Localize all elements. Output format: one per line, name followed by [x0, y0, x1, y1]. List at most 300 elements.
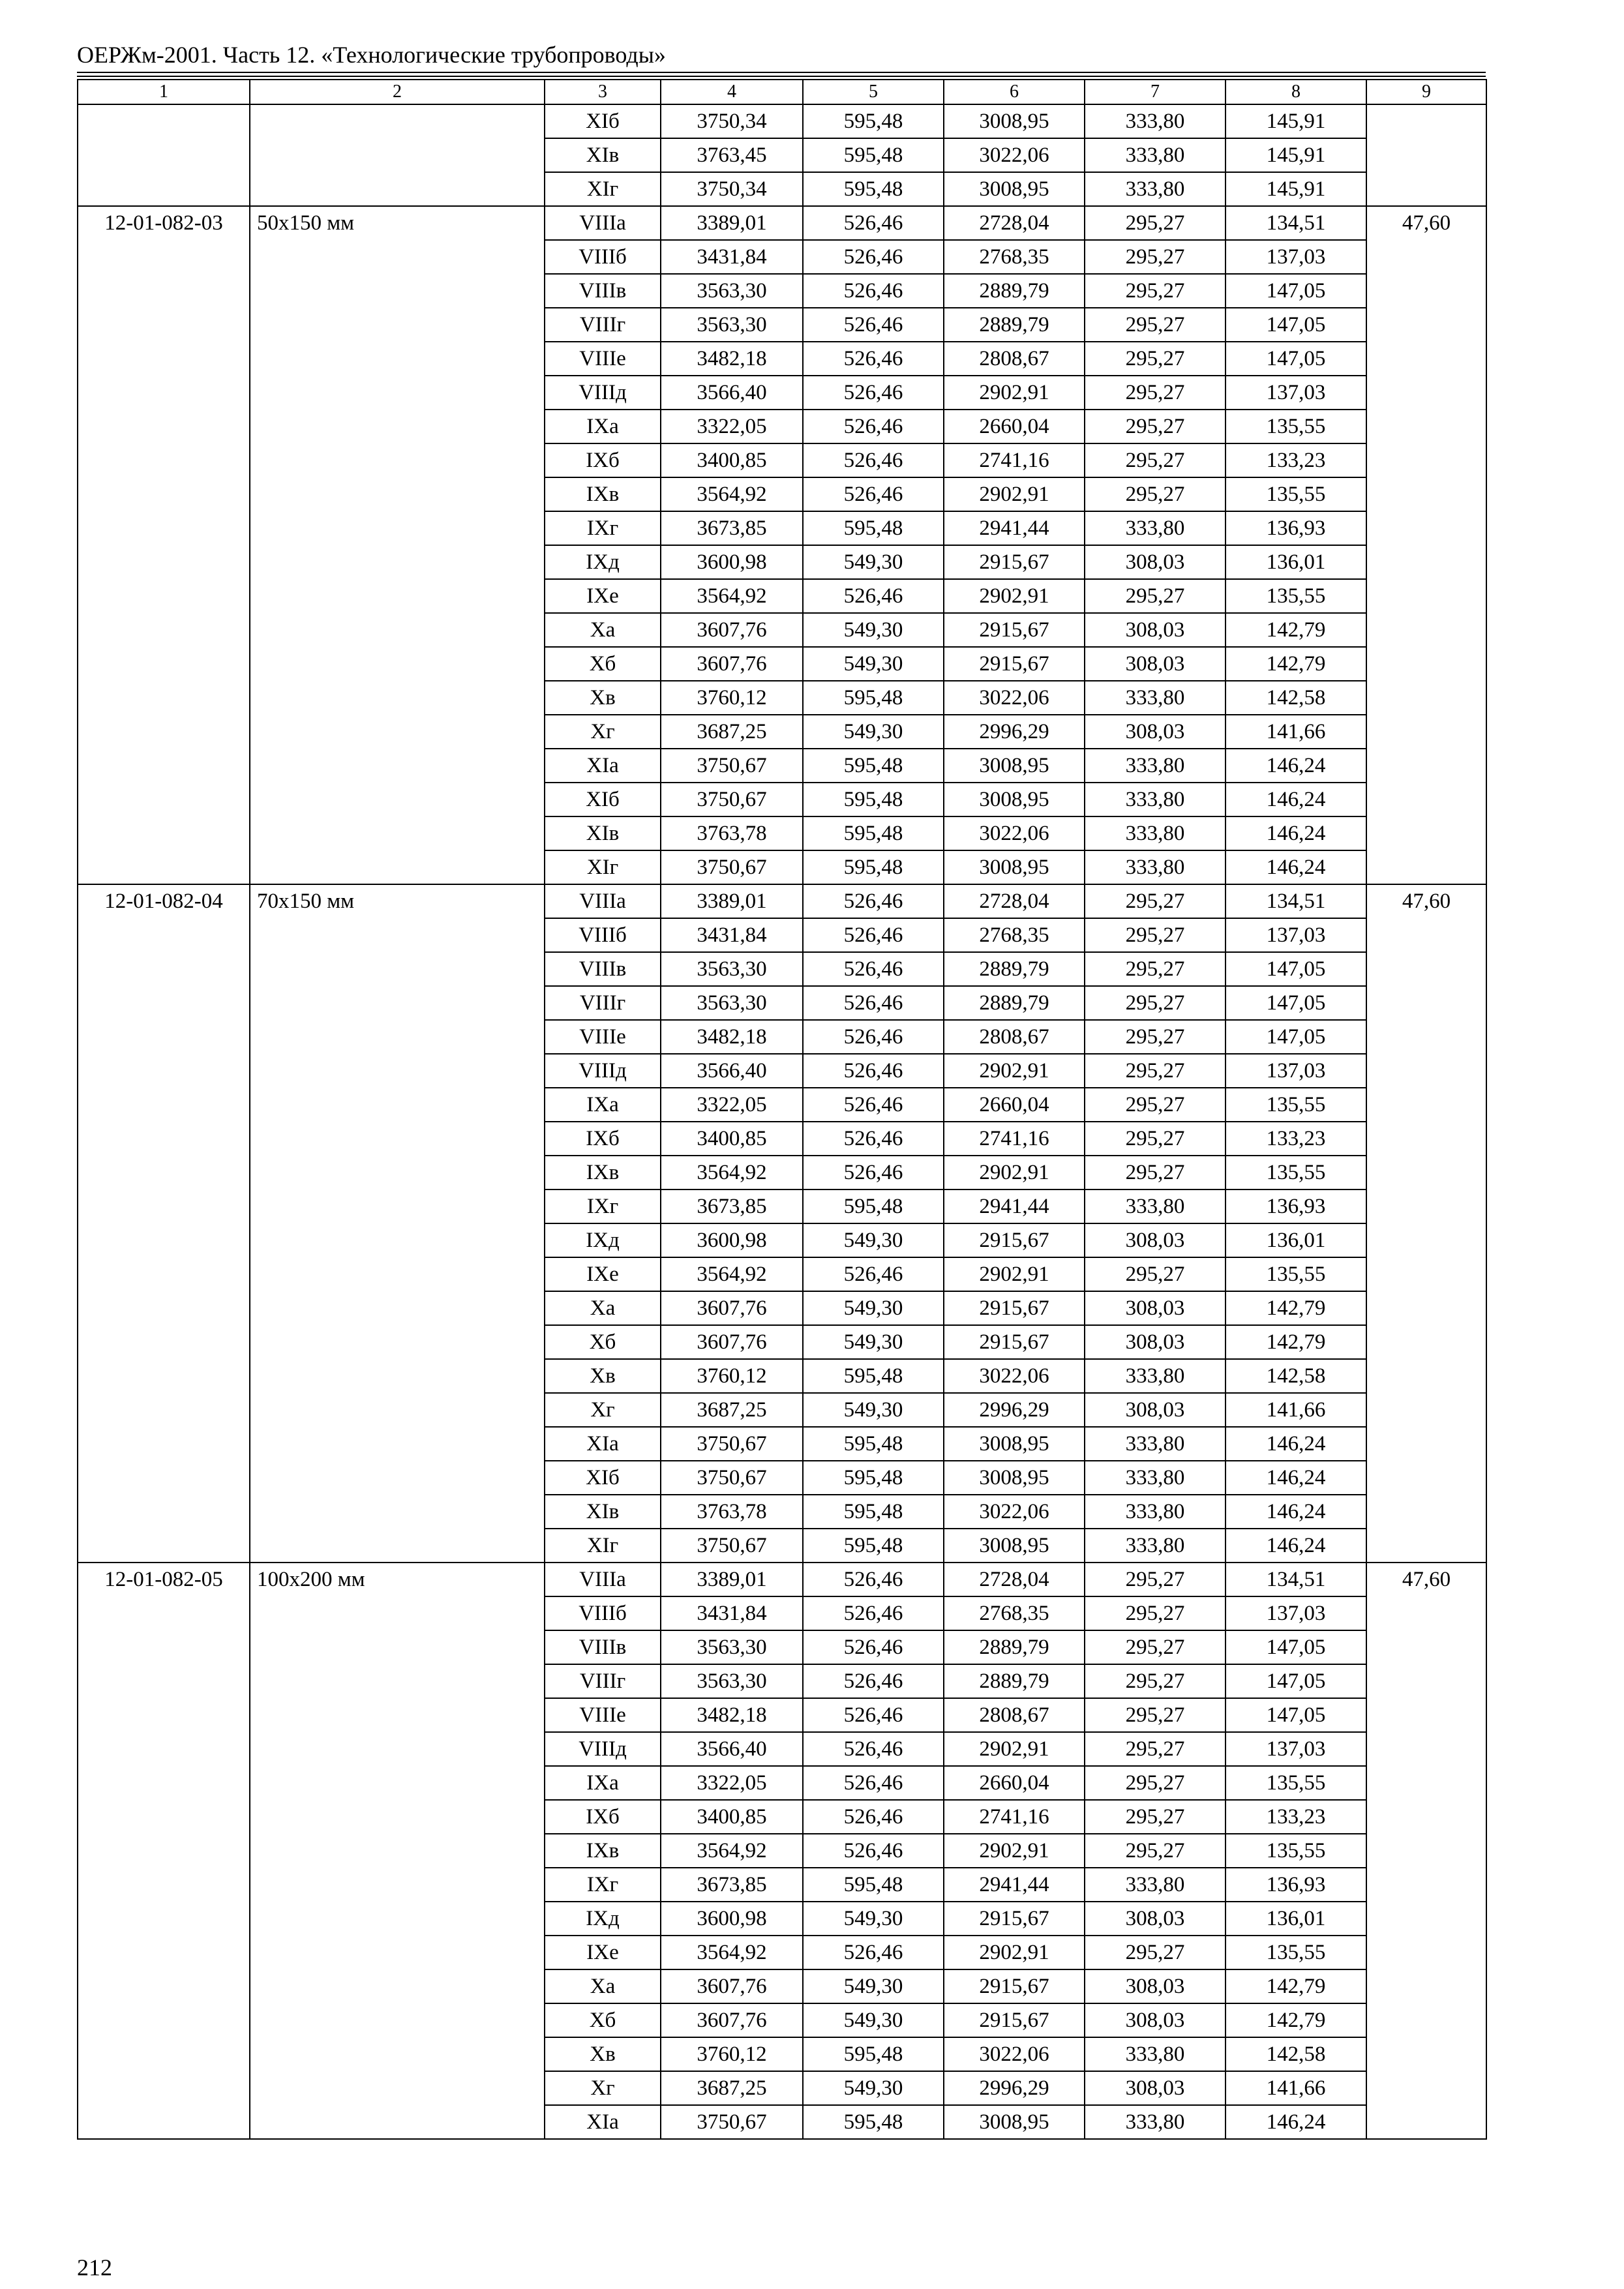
value-cell: 146,24 [1226, 749, 1366, 783]
value-cell: 147,05 [1226, 986, 1366, 1020]
zone-cell: VIIIг [545, 1664, 661, 1698]
table-row [78, 884, 1486, 918]
value-cell: 3600,98 [661, 545, 803, 579]
value-cell: 135,55 [1226, 410, 1366, 443]
value-cell: 3482,18 [661, 1698, 803, 1732]
value-cell: 3566,40 [661, 1054, 803, 1088]
zone-cell: Xв [545, 2037, 661, 2071]
rate-name-cell: 50х150 мм [250, 206, 545, 884]
column-header: 6 [944, 80, 1085, 104]
zone-cell: VIIIв [545, 952, 661, 986]
value-cell: 549,30 [803, 2003, 944, 2037]
value-cell: 2915,67 [944, 1223, 1085, 1257]
value-cell: 308,03 [1085, 2003, 1226, 2037]
value-cell: 2902,91 [944, 376, 1085, 410]
value-cell: 3750,67 [661, 2105, 803, 2139]
value-cell: 526,46 [803, 410, 944, 443]
value-cell: 3763,45 [661, 138, 803, 172]
zone-cell: IXв [545, 1156, 661, 1189]
zone-cell: VIIIг [545, 308, 661, 342]
zone-cell: IXб [545, 1800, 661, 1834]
value-cell: 3389,01 [661, 1563, 803, 1596]
value-cell: 137,03 [1226, 240, 1366, 274]
value-cell: 2941,44 [944, 511, 1085, 545]
zone-cell: IXa [545, 1766, 661, 1800]
value-cell: 3687,25 [661, 2071, 803, 2105]
value-cell: 3750,67 [661, 1529, 803, 1563]
value-cell: 2741,16 [944, 1800, 1085, 1834]
value-cell: 3750,67 [661, 850, 803, 884]
value-cell: 3563,30 [661, 1630, 803, 1664]
value-cell: 3607,76 [661, 1969, 803, 2003]
value-cell: 3607,76 [661, 1325, 803, 1359]
value-cell: 2915,67 [944, 2003, 1085, 2037]
value-cell: 142,79 [1226, 647, 1366, 681]
value-cell: 295,27 [1085, 1766, 1226, 1800]
value-cell: 2660,04 [944, 1088, 1085, 1122]
value-cell: 3563,30 [661, 986, 803, 1020]
value-cell: 295,27 [1085, 1664, 1226, 1698]
zone-cell: IXв [545, 1834, 661, 1868]
value-cell: 549,30 [803, 1969, 944, 2003]
zone-cell: IXг [545, 1189, 661, 1223]
value-cell: 2741,16 [944, 1122, 1085, 1156]
column-header: 1 [78, 80, 250, 104]
value-cell: 3431,84 [661, 1596, 803, 1630]
value-cell: 526,46 [803, 1664, 944, 1698]
zone-cell: IXд [545, 545, 661, 579]
value-cell: 3482,18 [661, 342, 803, 376]
value-cell: 333,80 [1085, 1461, 1226, 1495]
zone-cell: Xa [545, 1969, 661, 2003]
value-cell: 2902,91 [944, 1054, 1085, 1088]
rate-code-cell: 12-01-082-03 [78, 206, 250, 884]
value-cell: 2889,79 [944, 274, 1085, 308]
value-cell: 3322,05 [661, 1088, 803, 1122]
value-cell: 3008,95 [944, 104, 1085, 138]
value-cell: 2902,91 [944, 477, 1085, 511]
value-cell: 3750,34 [661, 172, 803, 206]
value-cell: 595,48 [803, 1868, 944, 1902]
value-cell: 3566,40 [661, 1732, 803, 1766]
value-cell: 3008,95 [944, 850, 1085, 884]
value-cell: 135,55 [1226, 1257, 1366, 1291]
value-cell: 3687,25 [661, 715, 803, 749]
value-cell: 137,03 [1226, 1054, 1366, 1088]
value-cell: 308,03 [1085, 613, 1226, 647]
zone-cell: VIIIe [545, 1020, 661, 1054]
value-cell: 134,51 [1226, 884, 1366, 918]
value-cell: 147,05 [1226, 342, 1366, 376]
zone-cell: IXд [545, 1223, 661, 1257]
value-cell: 2660,04 [944, 410, 1085, 443]
value-cell: 3763,78 [661, 1495, 803, 1529]
zone-cell: XIб [545, 104, 661, 138]
value-cell: 308,03 [1085, 2071, 1226, 2105]
zone-cell: XIa [545, 749, 661, 783]
value-cell: 147,05 [1226, 952, 1366, 986]
value-cell: 333,80 [1085, 1868, 1226, 1902]
value-cell: 3322,05 [661, 1766, 803, 1800]
zone-cell: XIв [545, 1495, 661, 1529]
zone-cell: IXб [545, 1122, 661, 1156]
value-cell: 137,03 [1226, 1596, 1366, 1630]
zone-cell: XIг [545, 1529, 661, 1563]
value-cell: 3607,76 [661, 613, 803, 647]
value-cell: 3673,85 [661, 1189, 803, 1223]
value-cell: 595,48 [803, 850, 944, 884]
value-cell: 333,80 [1085, 138, 1226, 172]
value-cell: 295,27 [1085, 1834, 1226, 1868]
value-cell: 295,27 [1085, 884, 1226, 918]
value-cell: 142,79 [1226, 1325, 1366, 1359]
value-cell: 3607,76 [661, 647, 803, 681]
value-cell: 2889,79 [944, 1664, 1085, 1698]
value-cell: 145,91 [1226, 172, 1366, 206]
zone-cell: VIIIe [545, 342, 661, 376]
value-cell: 549,30 [803, 545, 944, 579]
value-cell: 3760,12 [661, 681, 803, 715]
value-cell: 3564,92 [661, 477, 803, 511]
zone-cell: IXг [545, 1868, 661, 1902]
rate-name-cell: 70х150 мм [250, 884, 545, 1563]
value-cell: 295,27 [1085, 1020, 1226, 1054]
column-number-row [78, 80, 1486, 104]
value-cell: 142,58 [1226, 1359, 1366, 1393]
value-cell: 3008,95 [944, 1461, 1085, 1495]
value-cell: 526,46 [803, 1054, 944, 1088]
zone-cell: VIIIд [545, 1054, 661, 1088]
value-cell: 295,27 [1085, 1257, 1226, 1291]
value-cell: 526,46 [803, 477, 944, 511]
zone-cell: VIIIд [545, 376, 661, 410]
value-cell: 2915,67 [944, 1291, 1085, 1325]
value-cell: 136,93 [1226, 511, 1366, 545]
value-cell: 333,80 [1085, 1427, 1226, 1461]
value-cell: 308,03 [1085, 1291, 1226, 1325]
value-cell: 3400,85 [661, 1800, 803, 1834]
value-cell: 2768,35 [944, 240, 1085, 274]
value-cell: 146,24 [1226, 1461, 1366, 1495]
value-cell: 142,79 [1226, 1969, 1366, 2003]
value-cell: 2996,29 [944, 2071, 1085, 2105]
zone-cell: VIIIб [545, 240, 661, 274]
value-cell: 595,48 [803, 783, 944, 816]
zone-cell: XIв [545, 138, 661, 172]
value-cell: 595,48 [803, 1495, 944, 1529]
zone-cell: IXa [545, 1088, 661, 1122]
value-cell: 133,23 [1226, 1800, 1366, 1834]
value-cell: 3673,85 [661, 1868, 803, 1902]
value-cell: 3566,40 [661, 376, 803, 410]
value-cell: 526,46 [803, 1122, 944, 1156]
value-cell: 137,03 [1226, 1732, 1366, 1766]
value-cell: 3322,05 [661, 410, 803, 443]
value-cell: 295,27 [1085, 206, 1226, 240]
value-cell: 333,80 [1085, 2037, 1226, 2071]
value-cell: 308,03 [1085, 1969, 1226, 2003]
value-cell: 3482,18 [661, 1020, 803, 1054]
value-cell: 295,27 [1085, 443, 1226, 477]
page-number: 212 [77, 2254, 112, 2281]
value-cell: 595,48 [803, 172, 944, 206]
value-cell: 526,46 [803, 1936, 944, 1969]
zone-cell: Xa [545, 1291, 661, 1325]
value-cell: 526,46 [803, 1800, 944, 1834]
rate-code-cell: 12-01-082-05 [78, 1563, 250, 2139]
value-cell: 2808,67 [944, 1020, 1085, 1054]
value-cell: 3750,67 [661, 1427, 803, 1461]
value-cell: 526,46 [803, 274, 944, 308]
value-cell: 308,03 [1085, 545, 1226, 579]
zone-cell: Xб [545, 2003, 661, 2037]
value-cell: 526,46 [803, 342, 944, 376]
rate-code-cell: 12-01-082-04 [78, 884, 250, 1563]
value-cell: 526,46 [803, 1630, 944, 1664]
value-cell: 526,46 [803, 1257, 944, 1291]
value-cell: 2728,04 [944, 1563, 1085, 1596]
value-cell: 295,27 [1085, 1698, 1226, 1732]
value-cell: 3008,95 [944, 1427, 1085, 1461]
col9-cell: 47,60 [1366, 884, 1486, 1563]
value-cell: 595,48 [803, 1461, 944, 1495]
column-header: 7 [1085, 80, 1226, 104]
zone-cell: IXa [545, 410, 661, 443]
value-cell: 295,27 [1085, 1630, 1226, 1664]
value-cell: 526,46 [803, 952, 944, 986]
value-cell: 333,80 [1085, 1495, 1226, 1529]
value-cell: 308,03 [1085, 1902, 1226, 1936]
value-cell: 142,79 [1226, 613, 1366, 647]
value-cell: 3022,06 [944, 1495, 1085, 1529]
value-cell: 3022,06 [944, 2037, 1085, 2071]
value-cell: 595,48 [803, 1189, 944, 1223]
value-cell: 526,46 [803, 206, 944, 240]
value-cell: 333,80 [1085, 681, 1226, 715]
column-header: 3 [545, 80, 661, 104]
value-cell: 3022,06 [944, 1359, 1085, 1393]
value-cell: 2915,67 [944, 647, 1085, 681]
value-cell: 333,80 [1085, 850, 1226, 884]
value-cell: 595,48 [803, 1529, 944, 1563]
value-cell: 2728,04 [944, 884, 1085, 918]
value-cell: 2902,91 [944, 579, 1085, 613]
zone-cell: VIIIa [545, 206, 661, 240]
value-cell: 595,48 [803, 511, 944, 545]
value-cell: 146,24 [1226, 816, 1366, 850]
value-cell: 2915,67 [944, 613, 1085, 647]
value-cell: 134,51 [1226, 1563, 1366, 1596]
zone-cell: VIIIб [545, 918, 661, 952]
page-title: ОЕРЖм-2001. Часть 12. «Технологические трубопроводы» [77, 42, 666, 68]
value-cell: 2889,79 [944, 308, 1085, 342]
value-cell: 142,79 [1226, 1291, 1366, 1325]
value-cell: 135,55 [1226, 1766, 1366, 1800]
zone-cell: IXe [545, 1257, 661, 1291]
value-cell: 549,30 [803, 647, 944, 681]
value-cell: 135,55 [1226, 1156, 1366, 1189]
value-cell: 141,66 [1226, 715, 1366, 749]
value-cell: 2889,79 [944, 952, 1085, 986]
value-cell: 295,27 [1085, 1563, 1226, 1596]
value-cell: 595,48 [803, 138, 944, 172]
value-cell: 526,46 [803, 1020, 944, 1054]
zone-cell: Xб [545, 647, 661, 681]
zone-cell: IXг [545, 511, 661, 545]
value-cell: 3022,06 [944, 681, 1085, 715]
value-cell: 3400,85 [661, 1122, 803, 1156]
value-cell: 549,30 [803, 1223, 944, 1257]
value-cell: 147,05 [1226, 308, 1366, 342]
value-cell: 295,27 [1085, 1122, 1226, 1156]
value-cell: 136,01 [1226, 545, 1366, 579]
value-cell: 2889,79 [944, 986, 1085, 1020]
zone-cell: VIIIг [545, 986, 661, 1020]
value-cell: 295,27 [1085, 342, 1226, 376]
value-cell: 2768,35 [944, 918, 1085, 952]
zone-cell: VIIIa [545, 1563, 661, 1596]
table-row [78, 206, 1486, 240]
zone-cell: IXд [545, 1902, 661, 1936]
value-cell: 308,03 [1085, 647, 1226, 681]
zone-cell: VIIIб [545, 1596, 661, 1630]
value-cell: 147,05 [1226, 274, 1366, 308]
value-cell: 141,66 [1226, 1393, 1366, 1427]
zone-cell: XIг [545, 850, 661, 884]
value-cell: 3760,12 [661, 2037, 803, 2071]
value-cell: 2741,16 [944, 443, 1085, 477]
value-cell: 135,55 [1226, 1834, 1366, 1868]
zone-cell: IXe [545, 579, 661, 613]
value-cell: 308,03 [1085, 1393, 1226, 1427]
value-cell: 142,58 [1226, 681, 1366, 715]
value-cell: 595,48 [803, 2105, 944, 2139]
value-cell: 136,93 [1226, 1868, 1366, 1902]
col9-cell: 47,60 [1366, 1563, 1486, 2139]
value-cell: 526,46 [803, 1766, 944, 1800]
value-cell: 333,80 [1085, 1359, 1226, 1393]
value-cell: 295,27 [1085, 952, 1226, 986]
value-cell: 526,46 [803, 1834, 944, 1868]
value-cell: 295,27 [1085, 579, 1226, 613]
zone-cell: Xв [545, 681, 661, 715]
value-cell: 2915,67 [944, 1325, 1085, 1359]
value-cell: 146,24 [1226, 1495, 1366, 1529]
value-cell: 308,03 [1085, 1223, 1226, 1257]
value-cell: 549,30 [803, 613, 944, 647]
table-row [78, 1563, 1486, 1596]
value-cell: 295,27 [1085, 1088, 1226, 1122]
value-cell: 137,03 [1226, 918, 1366, 952]
table-row [78, 104, 1486, 138]
value-cell: 3750,34 [661, 104, 803, 138]
zone-cell: VIIIв [545, 1630, 661, 1664]
value-cell: 595,48 [803, 816, 944, 850]
value-cell: 146,24 [1226, 1529, 1366, 1563]
value-cell: 526,46 [803, 1596, 944, 1630]
value-cell: 3750,67 [661, 749, 803, 783]
zone-cell: XIa [545, 2105, 661, 2139]
zone-cell: Xг [545, 1393, 661, 1427]
value-cell: 133,23 [1226, 1122, 1366, 1156]
value-cell: 3687,25 [661, 1393, 803, 1427]
value-cell: 549,30 [803, 715, 944, 749]
zone-cell: VIIIв [545, 274, 661, 308]
header-rule [77, 72, 1486, 73]
value-cell: 549,30 [803, 1393, 944, 1427]
value-cell: 3400,85 [661, 443, 803, 477]
value-cell: 526,46 [803, 1698, 944, 1732]
value-cell: 526,46 [803, 918, 944, 952]
value-cell: 145,91 [1226, 138, 1366, 172]
value-cell: 2768,35 [944, 1596, 1085, 1630]
value-cell: 145,91 [1226, 104, 1366, 138]
column-header: 4 [661, 80, 803, 104]
value-cell: 146,24 [1226, 2105, 1366, 2139]
value-cell: 3022,06 [944, 138, 1085, 172]
value-cell: 137,03 [1226, 376, 1366, 410]
zone-cell: XIa [545, 1427, 661, 1461]
value-cell: 295,27 [1085, 1800, 1226, 1834]
column-header: 5 [803, 80, 944, 104]
value-cell: 3564,92 [661, 1257, 803, 1291]
value-cell: 295,27 [1085, 376, 1226, 410]
value-cell: 136,01 [1226, 1902, 1366, 1936]
zone-cell: IXв [545, 477, 661, 511]
value-cell: 3008,95 [944, 172, 1085, 206]
value-cell: 142,58 [1226, 2037, 1366, 2071]
value-cell: 2889,79 [944, 1630, 1085, 1664]
zone-cell: XIв [545, 816, 661, 850]
zone-cell: Xг [545, 2071, 661, 2105]
value-cell: 3563,30 [661, 952, 803, 986]
value-cell: 308,03 [1085, 1325, 1226, 1359]
value-cell: 3008,95 [944, 2105, 1085, 2139]
value-cell: 308,03 [1085, 715, 1226, 749]
value-cell: 3763,78 [661, 816, 803, 850]
value-cell: 2915,67 [944, 545, 1085, 579]
value-cell: 135,55 [1226, 579, 1366, 613]
value-cell: 3600,98 [661, 1223, 803, 1257]
zone-cell: XIг [545, 172, 661, 206]
value-cell: 595,48 [803, 749, 944, 783]
zone-cell: XIб [545, 783, 661, 816]
value-cell: 2915,67 [944, 1969, 1085, 2003]
zone-cell: IXб [545, 443, 661, 477]
value-cell: 3607,76 [661, 1291, 803, 1325]
column-header: 9 [1366, 80, 1486, 104]
value-cell: 147,05 [1226, 1630, 1366, 1664]
value-cell: 295,27 [1085, 1936, 1226, 1969]
value-cell: 3607,76 [661, 2003, 803, 2037]
value-cell: 135,55 [1226, 477, 1366, 511]
zone-cell: Xб [545, 1325, 661, 1359]
zone-cell: Xг [545, 715, 661, 749]
value-cell: 295,27 [1085, 1596, 1226, 1630]
value-cell: 549,30 [803, 2071, 944, 2105]
value-cell: 2660,04 [944, 1766, 1085, 1800]
value-cell: 295,27 [1085, 1732, 1226, 1766]
value-cell: 3022,06 [944, 816, 1085, 850]
value-cell: 2996,29 [944, 1393, 1085, 1427]
value-cell: 3750,67 [661, 1461, 803, 1495]
value-cell: 3564,92 [661, 1156, 803, 1189]
value-cell: 136,01 [1226, 1223, 1366, 1257]
value-cell: 146,24 [1226, 850, 1366, 884]
value-cell: 526,46 [803, 443, 944, 477]
zone-cell: Xa [545, 613, 661, 647]
value-cell: 3563,30 [661, 1664, 803, 1698]
